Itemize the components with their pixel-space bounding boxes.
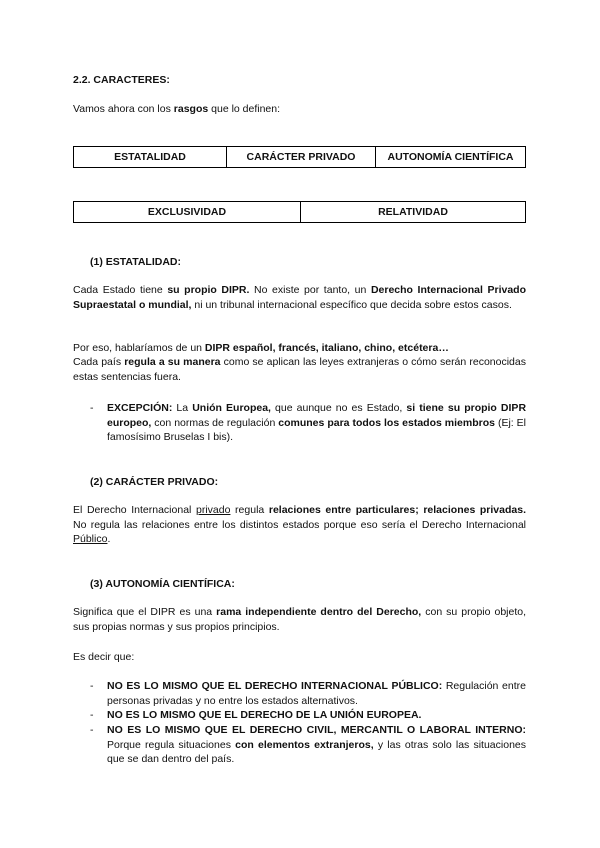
cell-relatividad: RELATIVIDAD <box>301 202 526 223</box>
autonomia-title: (3) AUTONOMÍA CIENTÍFICA: <box>90 578 235 590</box>
caracter-privado-title: (2) CARÁCTER PRIVADO: <box>90 476 219 488</box>
section-heading: 2.2. CARACTERES: <box>73 74 170 86</box>
document-page: 2.2. CARACTERES: Vamos ahora con los rasgos que lo definen: ESTATALIDAD CARÁCTER PRIVADO AUTONOMÍA CIENTÍFICA EXCLUSIVIDAD RELATIVIDAD (1) ESTATALIDAD: Cada Estado tiene su propio DIPR. No existe por tanto, un Derecho Internacional Privado Supraestatal o mundial, ni un tribunal internacional específico que decida sobre estos casos. Por eso, hablaríamos de un DIPR español, francés, italiano, chino, etcétera… Cada país regula a su manera como se aplican las leyes extranjeras o cómo serán reconocidas estas sentencias fuera. - EXCEPCIÓN: La Unión Europea, que aunque no es Estado, si tiene su propio DIPR europeo, con normas de regulación comunes para todos los estados miembros (Ej: El famosísimo Bruselas I bis). (2) CARÁCTER PRIVADO: El Derecho Internacional privado regula relaciones entre particulares; relaciones privadas. No regula las relaciones entre los distintos estados porque eso sería el Derecho Internacional Público. (3) AUTONOMÍA CIENTÍFICA: Significa que el DIPR es una rama independiente dentro del Derecho, con su propio objeto, sus propias normas y sus propios principios. Es decir que: - NO ES LO MISMO QUE EL DERECHO INTERNACIONAL PÚBLICO: Regulación entre personas privadas y no entre los estados alternativos. - NO ES LO MISMO QUE EL DERECHO DE LA UNIÓN EUROPEA. - NO ES LO MISMO QUE EL DERECHO CIVIL, MERCANTIL O LABORAL INTERNO: Porque regula situaciones con elementos extranjeros, y las otras solo las situaciones que se dan dentro del país. <box>73 74 527 765</box>
list-bullet: - <box>90 402 94 414</box>
cell-autonomia-cientifica: AUTONOMÍA CIENTÍFICA <box>376 147 526 168</box>
cell-caracter-privado: CARÁCTER PRIVADO <box>227 147 376 168</box>
list-bullet: - <box>90 709 94 721</box>
autonomia-intro: Es decir que: <box>73 651 135 663</box>
caracter-privado-paragraph: El Derecho Internacional privado regula relaciones entre particulares; relaciones privadas. No regula las relaciones entre los distintos estados porque eso sería el Derecho Internacional Público. <box>73 504 526 545</box>
autonomia-paragraph: Significa que el DIPR es una rama independiente dentro del Derecho, con su propio objeto, sus propias normas y sus propios principios. <box>73 606 527 633</box>
intro-paragraph: Vamos ahora con los rasgos que lo definen: <box>73 103 281 115</box>
estatalidad-paragraph-2b: Cada país regula a su manera como se aplican las leyes extranjeras o cómo serán reconocidas estas sentencias fuera. <box>73 356 526 383</box>
estatalidad-title: (1) ESTATALIDAD: <box>90 256 181 268</box>
list-bullet: - <box>90 680 94 692</box>
cell-exclusividad: EXCLUSIVIDAD <box>74 202 301 223</box>
characteristics-table-2 <box>73 201 526 223</box>
characteristics-table-1 <box>73 146 526 168</box>
list-bullet: - <box>90 724 94 736</box>
cell-estatalidad: ESTATALIDAD <box>74 147 227 168</box>
estatalidad-paragraph-2a: Por eso, hablaríamos de un DIPR español, francés, italiano, chino, etcétera… <box>73 342 449 354</box>
estatalidad-paragraph-1: Cada Estado tiene su propio DIPR. No existe por tanto, un Derecho Internacional Privado Supraestatal o mundial, ni un tribunal internacional específico que decida sobre estos casos. <box>73 284 526 311</box>
